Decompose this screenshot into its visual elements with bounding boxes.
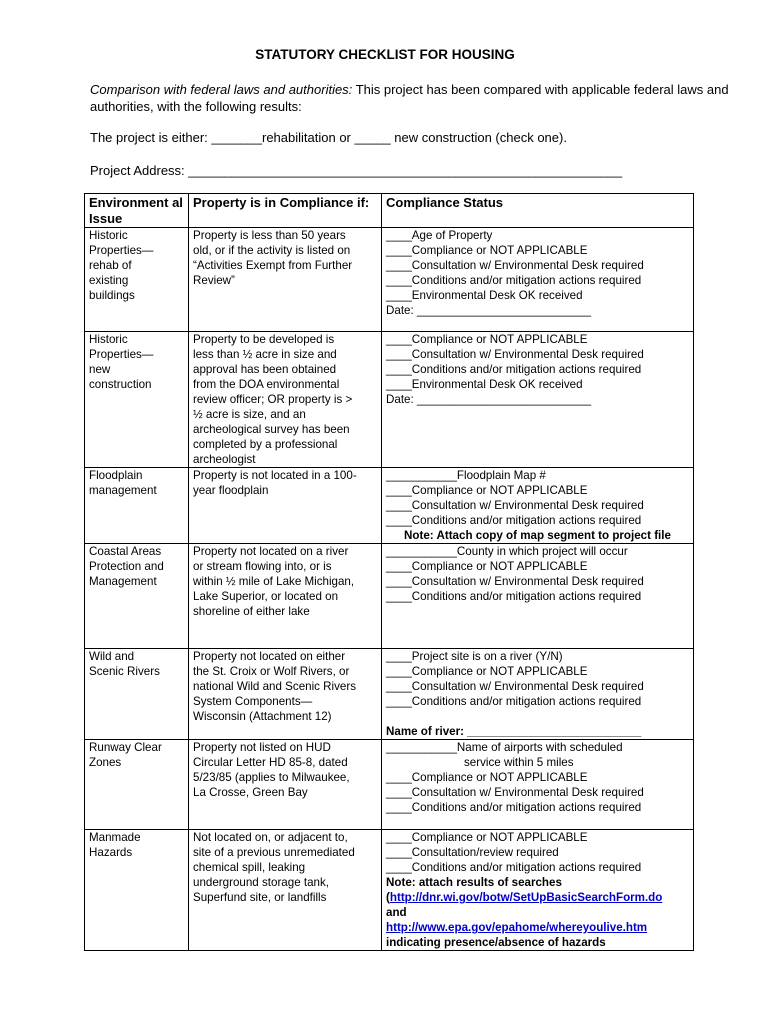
issue-cell [85, 830, 189, 951]
status-checkline: ____Consultation w/ Environmental Desk required [386, 348, 644, 361]
criteria-cell [189, 740, 382, 830]
epa-search-link[interactable]: http://www.epa.gov/epahome/whereyoulive.htm [386, 921, 648, 934]
criteria-text: Property to be developed is [193, 333, 335, 346]
document-title: STATUTORY CHECKLIST FOR HOUSING [255, 47, 515, 62]
map-note: Note: Attach copy of map segment to project file [404, 529, 671, 542]
issue-text: buildings [89, 289, 135, 302]
issue-cell [85, 544, 189, 649]
criteria-text: La Crosse, Green Bay [193, 786, 308, 799]
criteria-text: System Components— [193, 695, 313, 708]
criteria-cell [189, 332, 382, 468]
header-environmental-issue: Environment al Issue [85, 194, 189, 228]
issue-text: Runway Clear [89, 741, 162, 754]
issue-cell [85, 332, 189, 468]
status-checkline: ____Consultation w/ Environmental Desk required [386, 786, 644, 799]
status-checkline: ____Environmental Desk OK received [386, 378, 583, 391]
project-type-line: The project is either: _______rehabilitation or _____ new construction (check one). [90, 130, 567, 145]
dnr-search-link[interactable]: http://dnr.wi.gov/botw/SetUpBasicSearchForm.do [389, 891, 663, 904]
criteria-text: archeological survey has been [193, 423, 350, 436]
criteria-text: year floodplain [193, 484, 269, 497]
issue-text: Floodplain [89, 469, 143, 482]
status-checkline: ____Environmental Desk OK received [386, 289, 583, 302]
criteria-text: review officer; OR property is > [193, 393, 353, 406]
status-checkline: ____Consultation w/ Environmental Desk required [386, 575, 644, 588]
status-checkline: ___________Floodplain Map # [386, 469, 546, 482]
table-row [85, 740, 694, 830]
comparison-label: Comparison with federal laws and authorities: [90, 82, 353, 97]
criteria-cell [189, 228, 382, 332]
issue-cell [85, 649, 189, 740]
status-checkline: ____Compliance or NOT APPLICABLE [386, 560, 588, 573]
hazards-note: indicating presence/absence of hazards [386, 936, 606, 949]
criteria-cell [189, 544, 382, 649]
criteria-text: within ½ mile of Lake Michigan, [193, 575, 355, 588]
criteria-text: Property is less than 50 years [193, 229, 346, 242]
criteria-text: Superfund site, or landfills [193, 891, 327, 904]
criteria-text: Property is not located in a 100- [193, 469, 357, 482]
criteria-text: less than ½ acre in size and [193, 348, 337, 361]
status-checkline: ____Consultation/review required [386, 846, 559, 859]
compliance-table [84, 193, 694, 951]
status-cell [382, 544, 694, 649]
criteria-text: 5/23/85 (applies to Milwaukee, [193, 771, 350, 784]
criteria-text: site of a previous unremediated [193, 846, 355, 859]
issue-text: Protection and [89, 560, 164, 573]
status-checkline: ____Compliance or NOT APPLICABLE [386, 484, 588, 497]
criteria-text: Lake Superior, or located on [193, 590, 339, 603]
status-checkline: ____Conditions and/or mitigation actions required [386, 363, 642, 376]
issue-cell [85, 740, 189, 830]
criteria-text: Property not located on a river [193, 545, 349, 558]
table-row [85, 228, 694, 332]
status-checkline: ____Conditions and/or mitigation actions required [386, 695, 642, 708]
status-checkline: ____Consultation w/ Environmental Desk required [386, 499, 644, 512]
status-checkline: ____Project site is on a river (Y/N) [386, 650, 563, 663]
criteria-text: Not located on, or adjacent to, [193, 831, 348, 844]
status-checkline: ____Consultation w/ Environmental Desk required [386, 259, 644, 272]
status-checkline: ____Conditions and/or mitigation actions required [386, 514, 642, 527]
issue-text: construction [89, 378, 152, 391]
issue-text: Hazards [89, 846, 133, 859]
link-paren: ( [386, 891, 390, 904]
issue-text: new [89, 363, 111, 376]
issue-text: Manmade [89, 831, 141, 844]
criteria-cell [189, 830, 382, 951]
criteria-text: archeologist [193, 453, 256, 466]
criteria-text: underground storage tank, [193, 876, 330, 889]
comparison-paragraph [90, 81, 730, 115]
issue-text: Scenic Rivers [89, 665, 160, 678]
issue-text: Wild and [89, 650, 135, 663]
issue-cell [85, 228, 189, 332]
criteria-text: Property not listed on HUD [193, 741, 331, 754]
status-cell [382, 228, 694, 332]
criteria-text: Circular Letter HD 85-8, dated [193, 756, 348, 769]
status-cell [382, 830, 694, 951]
criteria-text: Wisconsin (Attachment 12) [193, 710, 332, 723]
dnr-link-line [386, 890, 689, 905]
status-checkline: ____Conditions and/or mitigation actions required [386, 861, 642, 874]
criteria-text: national Wild and Scenic Rivers [193, 680, 357, 693]
date-line: Date: ___________________________ [386, 393, 592, 406]
table-row [85, 830, 694, 951]
criteria-text: “Activities Exempt from Further [193, 259, 353, 272]
criteria-text: or stream flowing into, or is [193, 560, 332, 573]
criteria-text: approval has been obtained [193, 363, 337, 376]
issue-text: Zones [89, 756, 122, 769]
criteria-text: ½ acre is size, and an [193, 408, 306, 421]
issue-text: rehab of [89, 259, 132, 272]
airports-line: ___________Name of airports with scheduled [386, 741, 623, 754]
criteria-text: from the DOA environmental [193, 378, 340, 391]
criteria-text: Review” [193, 274, 235, 287]
issue-text: management [89, 484, 157, 497]
criteria-text: completed by a professional [193, 438, 338, 451]
status-checkline: ____Conditions and/or mitigation actions required [386, 590, 642, 603]
status-checkline: ____Compliance or NOT APPLICABLE [386, 244, 588, 257]
status-checkline: ____Consultation w/ Environmental Desk required [386, 680, 644, 693]
criteria-text: shoreline of either lake [193, 605, 310, 618]
criteria-text: chemical spill, leaking [193, 861, 306, 874]
issue-text: Properties— [89, 348, 154, 361]
criteria-text: old, or if the activity is listed on [193, 244, 351, 257]
status-cell [382, 740, 694, 830]
date-line: Date: ___________________________ [386, 304, 592, 317]
issue-cell [85, 468, 189, 544]
status-checkline: ___________County in which project will occur [386, 545, 628, 558]
and-text: and [386, 906, 407, 919]
status-cell [382, 332, 694, 468]
status-checkline: ____Compliance or NOT APPLICABLE [386, 333, 588, 346]
search-note: Note: attach results of searches [386, 876, 562, 889]
criteria-cell [189, 468, 382, 544]
status-checkline: ____Compliance or NOT APPLICABLE [386, 771, 588, 784]
issue-text: Management [89, 575, 157, 588]
header-property-in-compliance: Property is in Compliance if: [189, 194, 382, 228]
comparison-text: This project has been compared with applicable federal laws and authorities, with the following results: [90, 82, 729, 114]
airports-line-continued: service within 5 miles [464, 756, 574, 769]
table-row [85, 649, 694, 740]
header-compliance-status: Compliance Status [382, 194, 694, 228]
status-checkline: ____Compliance or NOT APPLICABLE [386, 831, 588, 844]
status-checkline: ____Compliance or NOT APPLICABLE [386, 665, 588, 678]
issue-text: Historic [89, 229, 128, 242]
status-cell [382, 649, 694, 740]
status-checkline: ____Conditions and/or mitigation actions required [386, 801, 642, 814]
table-row [85, 544, 694, 649]
table-header-row [85, 194, 694, 228]
table-row [85, 332, 694, 468]
criteria-text: the St. Croix or Wolf Rivers, or [193, 665, 350, 678]
status-checkline: ____Age of Property [386, 229, 493, 242]
criteria-cell [189, 649, 382, 740]
project-address-line: Project Address: ____________________________________________________________ [90, 163, 623, 178]
river-name-line: Name of river: ___________________________ [386, 725, 642, 738]
issue-text: Properties— [89, 244, 154, 257]
issue-text: existing [89, 274, 129, 287]
status-checkline: ____Conditions and/or mitigation actions required [386, 274, 642, 287]
status-cell [382, 468, 694, 544]
criteria-text: Property not located on either [193, 650, 346, 663]
issue-text: Coastal Areas [89, 545, 162, 558]
issue-text: Historic [89, 333, 128, 346]
table-row [85, 468, 694, 544]
